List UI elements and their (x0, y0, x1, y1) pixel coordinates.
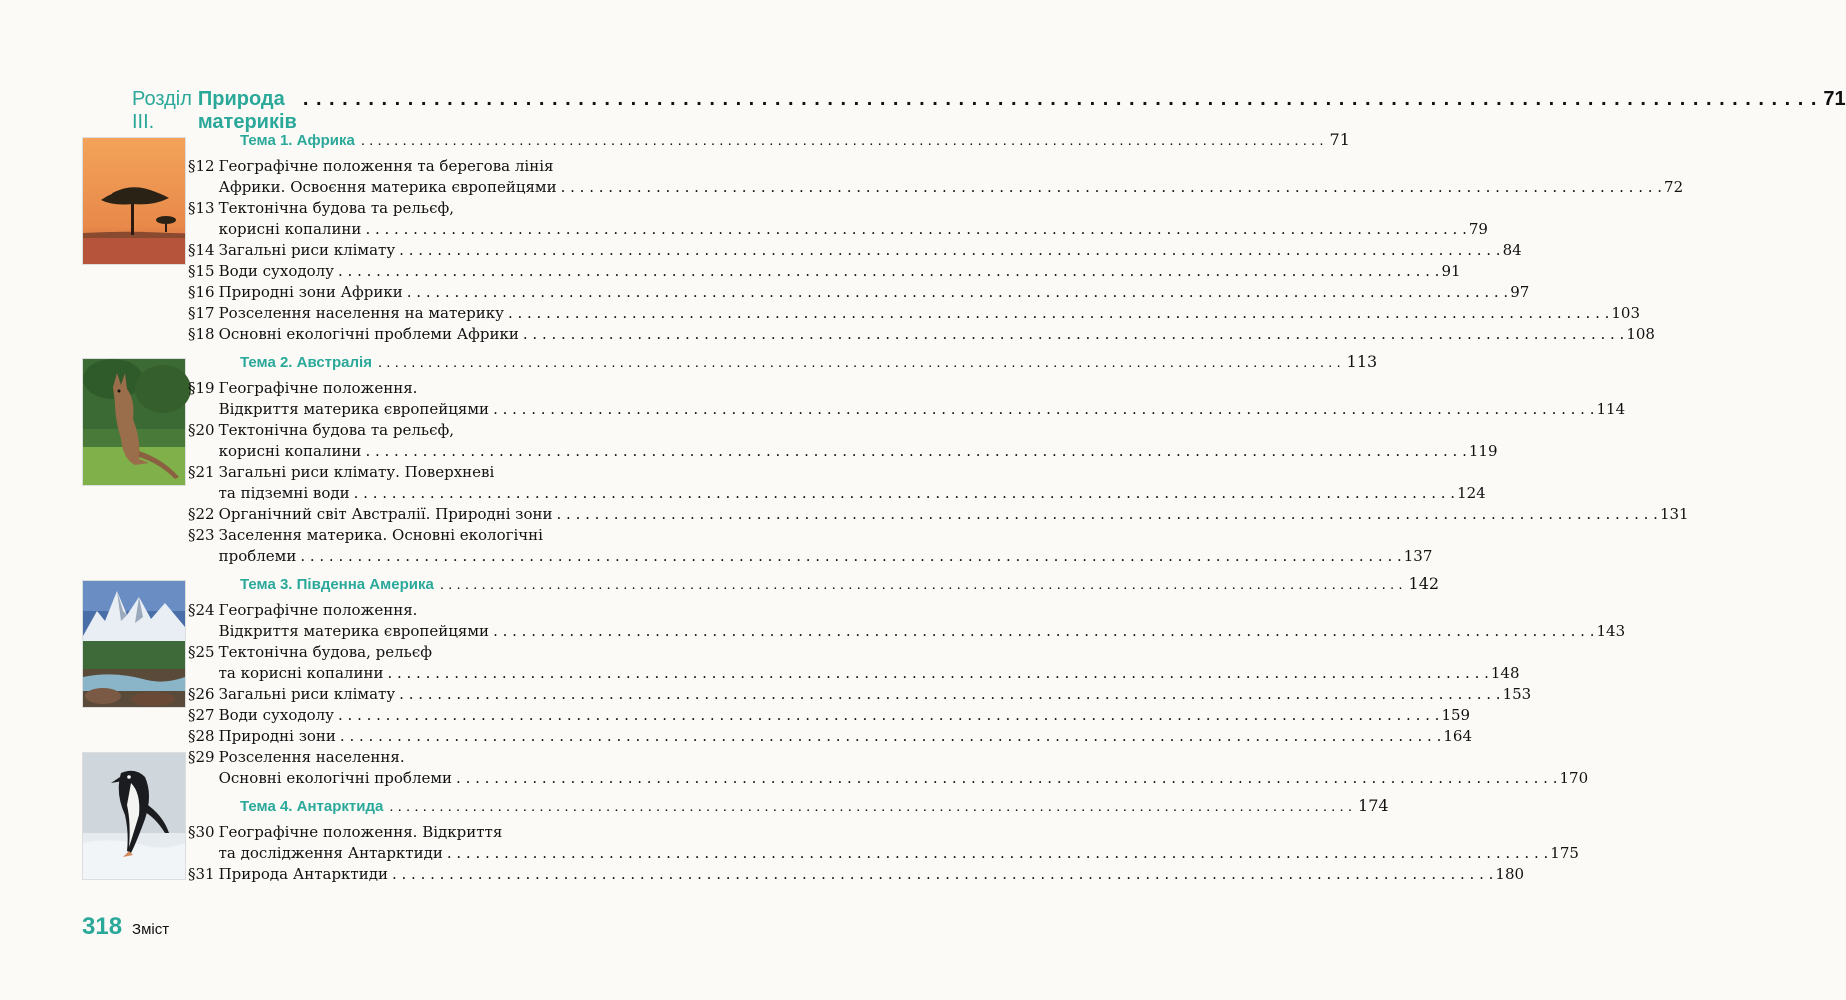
toc-entry[interactable] (188, 642, 1520, 684)
topic-heading[interactable] (188, 130, 1350, 156)
entry-title: Відкриття материка європейцями (218, 622, 490, 640)
entry-title: Географічне положення та берегова лінія (218, 157, 554, 175)
section-heading (132, 88, 1846, 134)
toc-entry[interactable] (188, 156, 1684, 198)
entry-number: §23 (188, 526, 215, 544)
entry-title: та корисні копалини (218, 664, 384, 682)
topic-block-antarctica (188, 796, 1579, 885)
entry-number: §17 (188, 304, 215, 322)
entry-page: 153 (1502, 685, 1532, 703)
entry-title: корисні копалини (218, 442, 362, 460)
toc-entry[interactable] (188, 504, 1689, 525)
entry-number: §18 (188, 325, 215, 343)
toc-entry[interactable] (188, 420, 1498, 462)
entry-page: 164 (1443, 727, 1472, 745)
entry-title: Води суходолу (218, 706, 334, 724)
entry-title: Тектонічна будова та рельєф, (218, 199, 454, 217)
entry-title: Географічне положення. (218, 601, 418, 619)
mountains-image (82, 580, 186, 708)
entry-page: 170 (1559, 769, 1589, 787)
entry-title: Відкриття материка європейцями (218, 400, 490, 418)
entry-title: Африки. Освоєння материка європейцями (218, 178, 557, 196)
page-number: 318 (82, 913, 123, 940)
leader-dots (389, 798, 1352, 815)
entry-title: Розселення населення. (218, 748, 405, 766)
entry-page: 175 (1550, 844, 1579, 862)
topic-block-australia (188, 352, 1689, 567)
topic-label: Тема 1. Африка (240, 132, 355, 149)
entry-page: 124 (1457, 484, 1486, 502)
topic-page: 142 (1408, 574, 1440, 593)
entry-number: §16 (188, 283, 215, 301)
entry-number: §26 (188, 685, 215, 703)
entry-page: 180 (1495, 865, 1525, 883)
toc-entry[interactable] (188, 525, 1433, 567)
toc-entry[interactable] (188, 864, 1525, 885)
entry-title: Органічний світ Австралії. Природні зони (218, 505, 553, 523)
entry-page: 137 (1403, 547, 1433, 565)
toc-entry[interactable] (188, 705, 1471, 726)
acacia-savanna-image (82, 137, 186, 265)
entry-number: §22 (188, 505, 215, 523)
entry-title: Географічне положення. Відкриття (218, 823, 503, 841)
entry-page: 119 (1468, 442, 1498, 460)
entry-page: 114 (1596, 400, 1626, 418)
entry-number: §30 (188, 823, 215, 841)
topic-page: 71 (1329, 130, 1350, 149)
entry-page: 97 (1510, 283, 1530, 301)
leader-dots (303, 88, 1818, 111)
entry-title: Загальні риси клімату (218, 685, 396, 703)
section-page: 71 (1823, 88, 1846, 110)
entry-title: Тектонічна будова та рельєф, (218, 421, 454, 439)
toc-entry[interactable] (188, 600, 1626, 642)
topic-label: Тема 4. Антарктида (240, 798, 384, 815)
topic-heading[interactable] (188, 574, 1440, 600)
entry-title: Природа Антарктиди (218, 865, 388, 883)
entry-page: 91 (1441, 262, 1461, 280)
entry-title: Географічне положення. (218, 379, 418, 397)
toc-entry[interactable] (188, 726, 1472, 747)
toc-entry[interactable] (188, 462, 1486, 504)
topic-page: 113 (1346, 352, 1378, 371)
entry-page: 159 (1441, 706, 1471, 724)
penguin-image (82, 752, 186, 880)
entry-number: §29 (188, 748, 215, 766)
topic-label: Тема 3. Південна Америка (240, 576, 434, 593)
topic-page: 174 (1358, 796, 1389, 815)
entry-title: та підземні води (218, 484, 350, 502)
entry-title: Природні зони (218, 727, 336, 745)
entry-number: §24 (188, 601, 215, 619)
topic-heading[interactable] (188, 796, 1389, 822)
topic-label: Тема 2. Австралія (240, 354, 372, 371)
entry-number: §27 (188, 706, 215, 724)
toc-entry[interactable] (188, 684, 1532, 705)
entry-title: Води суходолу (218, 262, 334, 280)
entry-number: §28 (188, 727, 215, 745)
entry-title: Природні зони Африки (218, 283, 403, 301)
entry-page: 131 (1659, 505, 1689, 523)
toc-entry[interactable] (188, 240, 1522, 261)
leader-dots (440, 576, 1403, 593)
toc-entry[interactable] (188, 822, 1579, 864)
entry-number: §14 (188, 241, 215, 259)
entry-title: Тектонічна будова, рельєф (218, 643, 432, 661)
entry-title: корисні копалини (218, 220, 362, 238)
toc-entry[interactable] (188, 282, 1530, 303)
entry-page: 108 (1626, 325, 1655, 343)
entry-number: §12 (188, 157, 215, 175)
entry-number: §13 (188, 199, 215, 217)
entry-number: §25 (188, 643, 215, 661)
entry-title: Загальні риси клімату. Поверхневі (218, 463, 495, 481)
toc-entry[interactable] (188, 378, 1626, 420)
entry-number: §20 (188, 421, 215, 439)
entry-number: §21 (188, 463, 215, 481)
entry-page: 79 (1468, 220, 1488, 238)
entry-page: 84 (1502, 241, 1522, 259)
entry-number: §15 (188, 262, 215, 280)
toc-entry[interactable] (188, 303, 1641, 324)
topic-block-south-america (188, 574, 1626, 789)
entry-number: §31 (188, 865, 215, 883)
page-footer (82, 913, 169, 941)
entry-page: 148 (1490, 664, 1520, 682)
entry-title: Розселення населення на материку (218, 304, 504, 322)
entry-page: 103 (1611, 304, 1641, 322)
toc-entry[interactable] (188, 324, 1655, 345)
entry-title: Загальні риси клімату (218, 241, 396, 259)
toc-entry[interactable] (188, 261, 1461, 282)
entry-page: 72 (1664, 178, 1684, 196)
entry-title: проблеми (218, 547, 297, 565)
section-prefix: Розділ III. (132, 88, 192, 133)
toc-entry[interactable] (188, 747, 1589, 789)
kangaroo-image (82, 358, 186, 486)
footer-label: Зміст (132, 921, 170, 938)
topic-heading[interactable] (188, 352, 1378, 378)
entry-title: та дослідження Антарктиди (218, 844, 443, 862)
leader-dots (361, 132, 1324, 149)
entry-title: Заселення материка. Основні екологічні (218, 526, 543, 544)
toc-entry[interactable] (188, 198, 1488, 240)
entry-page: 143 (1596, 622, 1626, 640)
leader-dots (378, 354, 1341, 371)
entry-title: Основні екологічні проблеми Африки (218, 325, 519, 343)
topic-block-africa (188, 130, 1684, 345)
entry-number: §19 (188, 379, 215, 397)
section-name: Природа материків (197, 88, 297, 133)
entry-title: Основні екологічні проблеми (218, 769, 453, 787)
